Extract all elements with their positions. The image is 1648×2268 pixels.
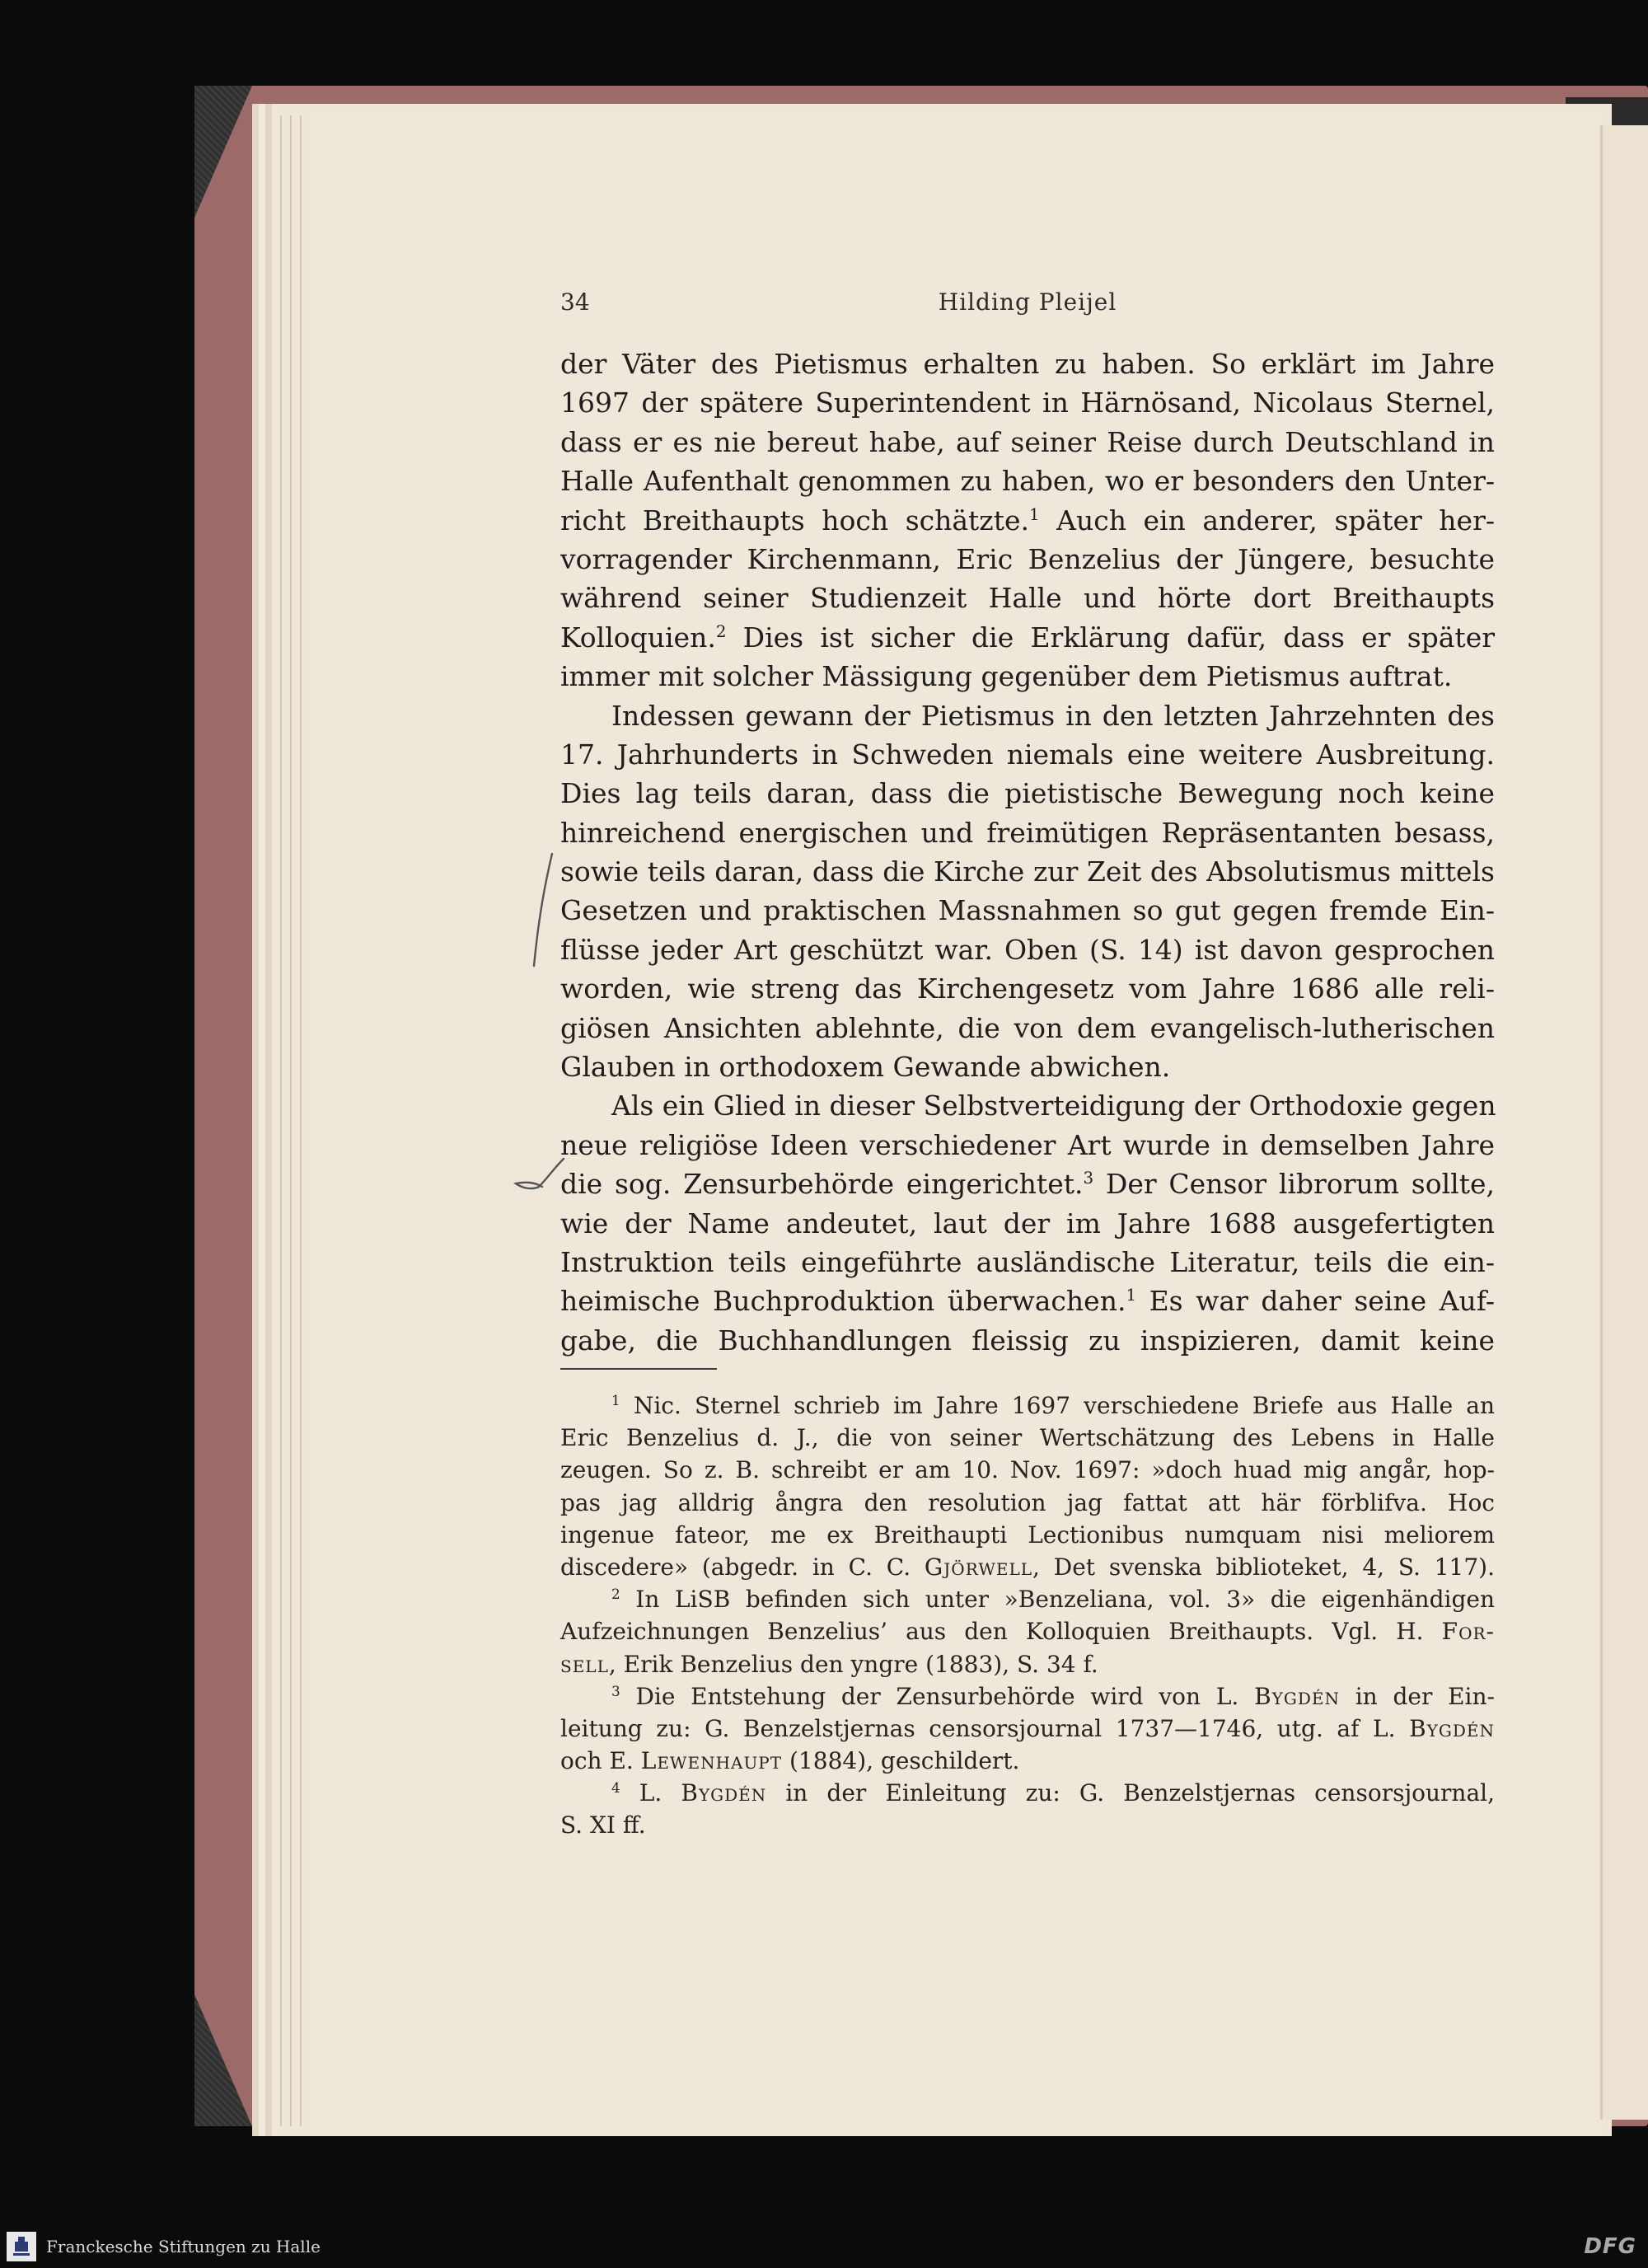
footnote-ref: 1 — [1126, 1286, 1137, 1305]
text-line: hinreichend energischen und freimütigen Repräsentanten besass, — [560, 816, 1495, 849]
text-line: flüsse jeder Art geschützt war. Oben (S. 14) ist davon gesprochen — [560, 933, 1495, 966]
pencil-check-icon — [511, 1154, 569, 1203]
footnote-line: $^3$ Die Entstehung der Zensurbehörde wird von L. Bygdén in der Ein- — [611, 1682, 1495, 1710]
page-header — [560, 288, 1495, 321]
footnote-ref: 2 — [715, 621, 727, 641]
text-line: sowie teils daran, dass die Kirche zur Zeit des Absolutismus mittels — [560, 855, 1495, 888]
text-line: wie der Name andeutet, laut der im Jahre 1688 ausgefertigten — [560, 1207, 1495, 1239]
footnote-number: 3 — [611, 1682, 620, 1699]
footnote-line: och E. Lewenhaupt (1884), geschildert. — [560, 1747, 1020, 1775]
footnote-line: sell, Erik Benzelius den yngre (1883), S. 34 f. — [560, 1650, 1098, 1678]
footnote-number: 1 — [611, 1391, 620, 1408]
text-line: gabe, die Buchhandlungen fleissig zu inspizieren, damit keine — [560, 1324, 1495, 1357]
footnote-number: 4 — [611, 1779, 620, 1797]
text-line: 17. Jahrhunderts in Schweden niemals eine weitere Ausbreitung. — [560, 738, 1495, 771]
body-text — [560, 344, 1495, 1360]
text-line: giösen Ansichten ablehnte, die von dem evangelisch-lutherischen — [560, 1011, 1495, 1044]
text-line: Als ein Glied in dieser Selbstverteidigung der Orthodoxie gegen — [611, 1089, 1496, 1122]
text-line: Instruktion teils eingeführte ausländische Literatur, teils die ein- — [560, 1245, 1495, 1278]
text-line: richt Breithaupts hoch schätzte.$^1$ Auch ein anderer, später her- — [560, 504, 1496, 537]
footnote-ref: 1 — [1028, 504, 1040, 524]
footnote-line: pas jag alldrig ångra den resolution jag fattat att här förblifva. Hoc — [560, 1488, 1495, 1516]
text-line: 1697 der spätere Superintendent in Härnösand, Nicolaus Sternel, — [560, 387, 1495, 419]
text-line: Indessen gewann der Pietismus in den letzten Jahrzehnten des — [611, 699, 1495, 732]
footnote-line: leitung zu: G. Benzelstjernas censorsjournal 1737—1746, utg. af L. Bygdén — [560, 1714, 1495, 1742]
text-line: Kolloquien.$^2$ Dies ist sicher die Erklärung dafür, dass er später — [560, 621, 1495, 654]
institution-logo-icon[interactable] — [7, 2232, 36, 2261]
text-line: Dies lag teils daran, dass die pietistische Bewegung noch keine — [560, 777, 1495, 810]
footnote-line: $^4$ L. Bygdén in der Einleitung zu: G. Benzelstjernas censorsjournal, — [611, 1779, 1495, 1807]
page-edge-line — [300, 115, 302, 2126]
text-line: Gesetzen und praktischen Massnahmen so gut gegen fremde Ein- — [560, 894, 1495, 927]
footnotes — [560, 1389, 1495, 1842]
footnote-line: discedere» (abgedr. in C. C. Gjörwell, Det svenska biblioteket, 4, S. 117). — [560, 1553, 1496, 1581]
text-line: während seiner Studienzeit Halle und hörte dort Breithaupts — [560, 582, 1495, 615]
text-line: die sog. Zensurbehörde eingerichtet.$^3$ Der Censor librorum sollte, — [560, 1168, 1496, 1201]
running-head: Hilding Pleijel — [938, 288, 1117, 316]
page-edge-line — [280, 115, 282, 2126]
footnote-line: zeugen. So z. B. schreibt er am 10. Nov. 1697: »doch huad mig angår, hop- — [560, 1456, 1495, 1484]
footnote-ref: 3 — [1083, 1169, 1094, 1188]
text-line: Glauben in orthodoxem Gewande abwichen. — [560, 1051, 1171, 1084]
dfg-logo: DFG — [1584, 2234, 1636, 2259]
institution-name[interactable]: Franckesche Stiftungen zu Halle — [46, 2237, 321, 2256]
footnote-line: $^2$ In LiSB befinden sich unter »Benzeliana, vol. 3» die eigenhändigen — [611, 1586, 1495, 1614]
footnote-number: 2 — [611, 1586, 620, 1603]
text-line: vorragender Kirchenmann, Eric Benzelius der Jüngere, besuchte — [560, 542, 1495, 575]
pencil-mark-icon — [527, 849, 560, 972]
footnote-divider — [560, 1368, 717, 1370]
text-line: der Väter des Pietismus erhalten zu haben. So erklärt im Jahre — [560, 348, 1495, 380]
viewer-footer — [0, 2225, 1648, 2268]
next-page-edge — [1600, 125, 1648, 2120]
page-edge-line — [290, 115, 292, 2126]
text-line: worden, wie streng das Kirchengesetz vom Jahre 1686 alle reli- — [560, 972, 1495, 1005]
text-line: neue religiöse Ideen verschiedener Art wurde in demselben Jahre — [560, 1128, 1495, 1161]
footnote-line: ingenue fateor, me ex Breithaupti Lectionibus numquam nisi meliorem — [560, 1521, 1495, 1549]
footnote-line: Eric Benzelius d. J., die von seiner Wertschätzung des Lebens in Halle — [560, 1424, 1495, 1452]
footnote-line: $^1$ Nic. Sternel schrieb im Jahre 1697 verschiedene Briefe aus Halle an — [611, 1391, 1496, 1419]
page-number: 34 — [560, 288, 590, 316]
text-line: heimische Buchproduktion überwachen.$^1$ Es war daher seine Auf- — [560, 1285, 1495, 1318]
text-line: immer mit solcher Mässigung gegenüber dem Pietismus auftrat. — [560, 660, 1453, 693]
text-line: Halle Aufenthalt genommen zu haben, wo er besonders den Unter- — [560, 465, 1495, 498]
footnote-line: S. XI ff. — [560, 1811, 646, 1839]
footnote-line: Aufzeichnungen Benzelius’ aus den Kolloquien Breithaupts. Vgl. H. For- — [560, 1618, 1495, 1646]
text-line: dass er es nie bereut habe, auf seiner Reise durch Deutschland in — [560, 425, 1495, 458]
